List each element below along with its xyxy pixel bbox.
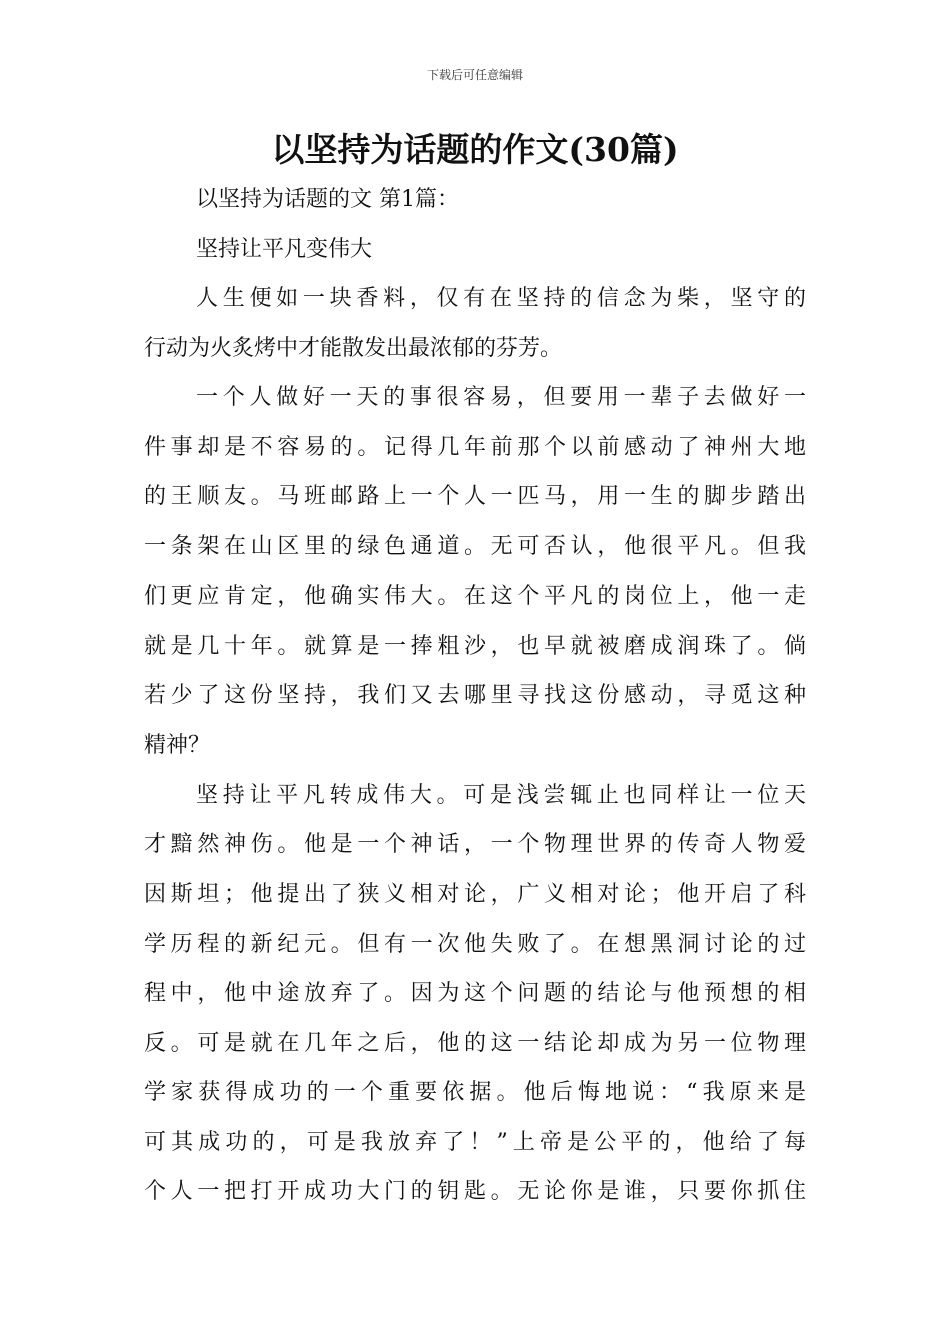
paragraph-line: 反。可是就在几年之后，他的这一结论却成为另一位物理 bbox=[144, 1031, 806, 1056]
section-heading: 坚持让平凡变伟大 bbox=[196, 237, 373, 262]
paragraph-line: 们更应肯定，他确实伟大。在这个平凡的岗位上，他一走 bbox=[144, 584, 806, 609]
paragraph-line: 件事却是不容易的。记得几年前那个以前感动了神州大地 bbox=[144, 435, 806, 460]
paragraph-line: 人生便如一块香料，仅有在坚持的信念为柴，坚守的 bbox=[196, 286, 806, 311]
paragraph-line: 才黯然神伤。他是一个神话，一个物理世界的传奇人物爱 bbox=[144, 832, 806, 857]
paragraph-line: 一个人做好一天的事很容易，但要用一辈子去做好一 bbox=[196, 385, 806, 410]
essay-subtitle: 以坚持为话题的文 第1篇： bbox=[196, 187, 459, 212]
paragraph-line: 学家获得成功的一个重要依据。他后悔地说：“我原来是 bbox=[144, 1080, 806, 1105]
paragraph-line: 程中，他中途放弃了。因为这个问题的结论与他预想的相 bbox=[144, 981, 806, 1006]
paragraph-line: 的王顺友。马班邮路上一个人一匹马，用一生的脚步踏出 bbox=[144, 484, 806, 509]
paragraph-line: 就是几十年。就算是一捧粗沙，也早就被磨成润珠了。倘 bbox=[144, 634, 806, 659]
paragraph-line: 精神？ bbox=[144, 733, 211, 758]
header-note: 下载后可任意编辑 bbox=[426, 68, 523, 82]
paragraph-line: 个人一把打开成功大门的钥匙。无论你是谁，只要你抓住 bbox=[144, 1179, 806, 1204]
paragraph-line: 一条架在山区里的绿色通道。无可否认，他很平凡。但我 bbox=[144, 534, 806, 559]
paragraph-line: 行动为火炙烤中才能散发出最浓郁的芬芳。 bbox=[144, 336, 563, 361]
paragraph-line: 因斯坦；他提出了狭义相对论，广义相对论；他开启了科 bbox=[144, 882, 806, 907]
paragraph-line: 学历程的新纪元。但有一次他失败了。在想黑洞讨论的过 bbox=[144, 932, 806, 957]
paragraph-line: 若少了这份坚持，我们又去哪里寻找这份感动，寻觅这种 bbox=[144, 683, 806, 708]
paragraph-line: 坚持让平凡转成伟大。可是浅尝辄止也同样让一位天 bbox=[196, 783, 806, 808]
paragraph-line: 可其成功的，可是我放弃了！”上帝是公平的，他给了每 bbox=[144, 1130, 806, 1155]
document-title: 以坚持为话题的作文(30篇) bbox=[271, 130, 679, 169]
